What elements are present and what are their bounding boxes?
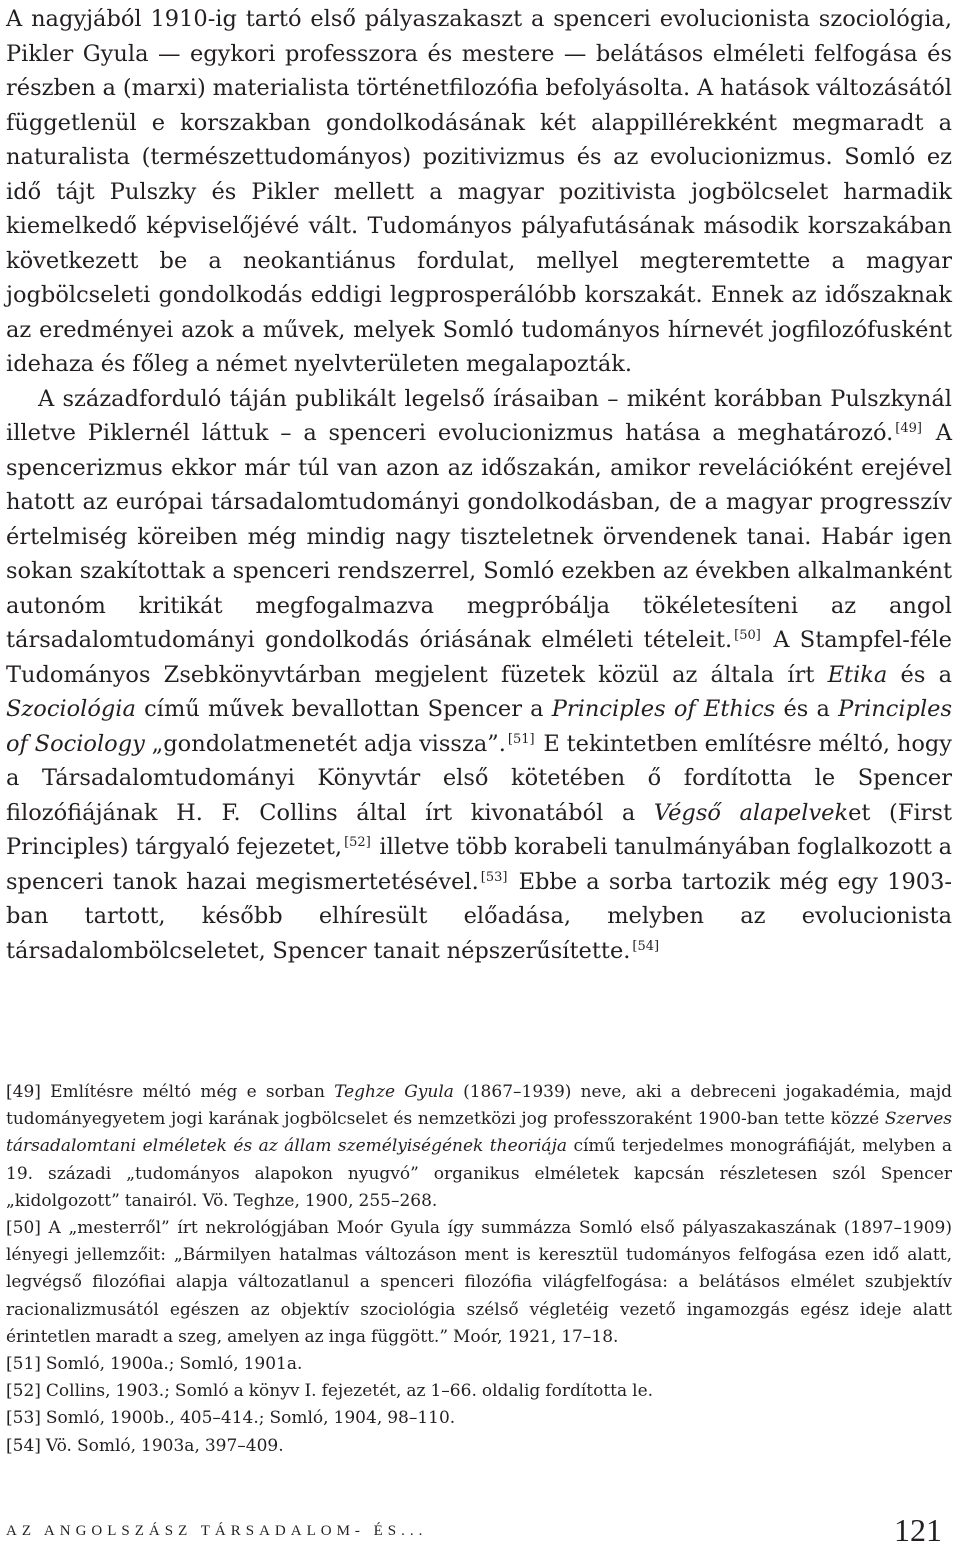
footnote-ref-51[interactable]: [51] (507, 731, 535, 747)
work-title-principles-of-sociology: Principles of Sociology (6, 696, 953, 757)
footnote-ref-53[interactable]: [53] (480, 869, 508, 885)
work-title-vegso-alapelvek: Végső alapelvek (653, 799, 849, 826)
paragraph-1-text: A nagyjából 1910-ig tartó első pályaszakaszt a spenceri evolucionista szociológia, Pikler Gyula — egykori professzora és mestere — belátásos elméleti felfogása és részben a (marxi) materialista történetfilozófia befolyásolta. A hatások változásától függetlenül e korszakban gondolkodásának két alappillérekként megmaradt a naturalista (természettudományos) pozitivizmus és az evolucionizmus. Somló ez idő tájt Pulszky és Pikler mellett a magyar pozitivista jogbölcselet harmadik kiemelkedő képviselőjévé vált. Tudományos pályafutásának második korszakában következett be a neokantiánus fordulat, mellyel megteremtette a magyar jogbölcseleti gondolkodás eddigi legprosperálóbb korszakát. Ennek az időszaknak az eredményei azok a művek, melyek Somló tudományos hírnevét jogfilozófusként idehaza és főleg a német nyelvterületen megalapozták. (6, 6, 952, 377)
footnote-52: [52] Collins, 1903.; Somló a könyv I. fejezetét, az 1–66. oldalig fordította le. (6, 1381, 654, 1402)
footnote-51: [51] Somló, 1900a.; Somló, 1901a. (6, 1354, 303, 1375)
footnote-49-work-title: Szerves társadalomtani elméletek és az állam személyiségének theoriája (6, 1109, 952, 1157)
footnote-50: [50] A „mesterről” írt nekrológjában Moór Gyula így summázza Somló első pályaszakaszának (1897–1909) lényegi jellemzőit: „Bármilyen hatalmas változáson ment is keresztül tudományos felfogása ezen idő alatt, legvégső filozófiai alapja változatlanul a spenceri filozófia világfelfogása: a belátásos elmélet szubjektív racionalizmusától egészen az objektív szociológia szélső végletéig vezető ingamozgás egész ideje alatt érintetlen maradt a szeg, amelyen az inga függött.” Moór, 1921, 17–18. (6, 1218, 952, 1347)
footnote-49-text: (1867–1939) neve, aki a debreceni jogakadémia, majd tudományegyetem jogi karának jogbölcselet és nemzetközi jog professzoraként 1900-ban tette közzé (6, 1082, 952, 1130)
footnote-ref-50[interactable]: [50] (734, 628, 761, 643)
footnote-ref-52[interactable]: [52] (344, 835, 371, 850)
work-title-szociologia: Szociológia (6, 696, 136, 722)
footnote-49-name: Teghze Gyula (334, 1082, 454, 1102)
paragraph-2-text: et (First Principles) tárgyaló fejezetet, (6, 799, 952, 860)
page-number: 121 (894, 1512, 942, 1548)
page-footer (6, 1512, 942, 1546)
footnote-ref-54[interactable]: [54] (632, 938, 660, 954)
paragraph-2-text: és a (783, 696, 830, 722)
paragraph-2-text: és a (900, 661, 953, 688)
paragraph-2-text: című művek bevallottan Spencer a (144, 696, 544, 722)
paragraph-1 (6, 2, 952, 382)
paragraph-2-text: „gondolatmenetét adja vissza”. (151, 730, 506, 757)
footnote-49 (6, 1079, 952, 1215)
paragraph-2-text: A Stampfel-féle Tudományos Zsebkönyvtárban megjelent füzetek közül az általa írt (6, 627, 953, 688)
main-text (6, 2, 952, 968)
footnotes-section (6, 1079, 952, 1460)
paragraph-2-text: E tekintetben említésre méltó, hogy a Társadalomtudományi Könyvtár első kötetében ő fordította le Spencer filozófiájának H. F. Collins által írt kivonatából a (6, 730, 952, 826)
work-title-etika: Etika (827, 661, 888, 688)
footnote-53: [53] Somló, 1900b., 405–414.; Somló, 1904, 98–110. (6, 1408, 456, 1429)
work-title-principles-of-ethics: Principles of Ethics (551, 696, 776, 722)
footnote-ref-49[interactable]: [49] (895, 421, 922, 436)
running-head: AZ ANGOLSZÁSZ TÁRSADALOM- ÉS... (6, 1523, 428, 1539)
footnote-49-text: [49] Említésre méltó még e sorban (6, 1082, 325, 1102)
paragraph-2-text: A spencerizmus ekkor már túl van azon az időszakán, amikor revelációként erejével hatott az európai társadalomtudományi gondolkodásban, de a magyar progresszív értelmiség köreiben még mindig nagy tiszteletnek örvendenek tanai. Habár igen sokan szakítottak a spenceri rendszerrel, Somló ezekben az években alkalmanként autonóm kritikát megfogalmazva megpróbálja tökéletesíteni az angol társadalomtudományi gondolkodás óriásának elméleti tételeit. (6, 420, 952, 653)
paragraph-2-text: illetve több korabeli tanulmányában foglalkozott a spenceri tanok hazai megismertetésével. (6, 834, 952, 895)
paragraph-2-text: Ebbe a sorba tartozik még egy 1903-ban tartott, később elhíresült előadása, melyben az evolucionista társadalombölcseletet, Spencer tanait népszerűsítette. (6, 868, 953, 964)
footnote-54: [54] Vö. Somló, 1903a, 397–409. (6, 1435, 284, 1456)
footnote-49-text: című terjedelmes monográfiáját, melyben a 19. századi „tudományos alapokon nyugvó” organikus elméletek kapcsán részletesen szól Spencer „kidolgozott” tanairól. Vö. Teghze, 1900, 255–268. (6, 1136, 952, 1211)
paragraph-2-text: A századforduló táján publikált legelső írásaiban – miként korábban Pulszkynál illetve Piklernél láttuk – a spenceri evolucionizmus hatása a meghatározó. (6, 385, 952, 446)
paragraph-2 (6, 382, 952, 969)
